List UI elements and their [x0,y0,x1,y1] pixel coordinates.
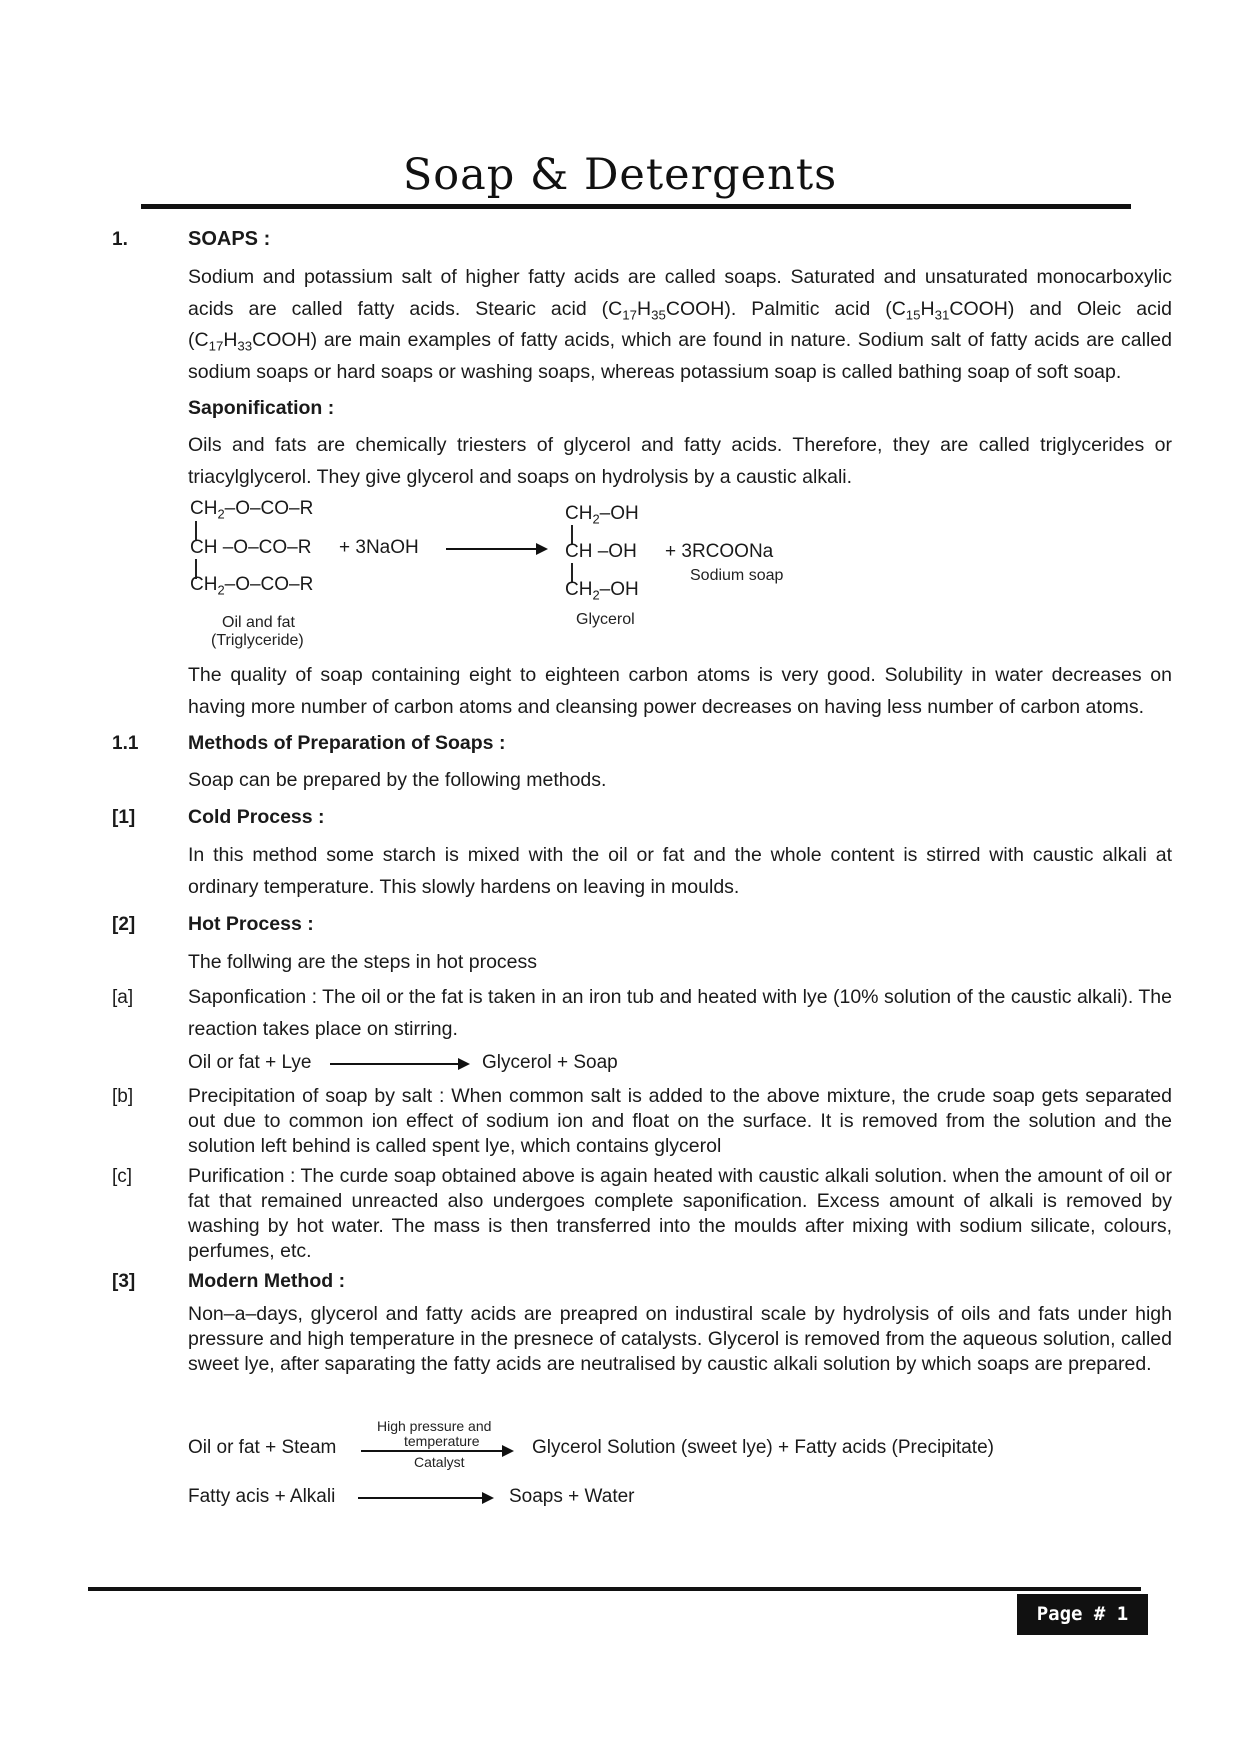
step-c-paragraph: Purification : The curde soap obtained above is again heated with caustic alkali solution. when the amount of oil or fat that remained unreacted also undergoes complete saponification. Excess amount of alkali is removed by washing by hot water. The mass is then transferred into the moulds after mixing with sodium silicate, colours, perfumes, etc. [188,1165,1172,1262]
product-line-3: $CH_2-OH$ [565,579,639,603]
footer-rule [88,1587,1141,1591]
page-title: Soap & Detergents [402,150,838,200]
soaps-intro-paragraph: Sodium and potassium salt of higher fatty acids are called soaps. Saturated and unsaturated monocarboxylic acids are called fatty acids. Stearic acid $(C_{17}H_{35}COOH)$. Palmitic acid $(C_{15}H_{31}COOH)$ and Oleic acid $(C_{17}H_{33}COOH)$ are main examples of fatty acids, which are found in nature. Sodium salt of fatty acids are called sodium soaps or hard soaps or washing soaps, whereas potassium soap is called bathing soap of soft soap. [188,266,1173,383]
product-line-1: $CH_2-OH$ [565,503,639,527]
equation-1-left: Oil or fat + Steam [188,1437,337,1458]
section-heading-methods: Methods of Preparation of Soaps : [188,732,506,754]
equation-a-left: Oil or fat + Lye [188,1052,312,1073]
section-number: 1. [112,229,128,250]
subheading-saponification: Saponification : [188,397,335,419]
step-b-paragraph: Precipitation of soap by salt : When common salt is added to the above mixture, the crude soap gets separated out due to common ion effect of sodium ion and float on the surface. It is removed from the solution and the solution left behind is called spent lye, which contains glycerol [188,1085,1172,1157]
label-oil-and-fat: Oil and fat [222,614,295,631]
page-number-badge: Page # 1 [1017,1594,1148,1635]
heading-modern-method: Modern Method : [188,1270,346,1292]
cold-process-paragraph: In this method some starch is mixed with the oil or fat and the whole content is stirred with caustic alkali at ordinary temperature. This slowly hardens on leaving in moulds. [188,844,1172,898]
section-number: 1.1 [112,733,139,754]
reaction-arrow [361,1450,512,1452]
reaction-arrow [358,1497,492,1499]
condition-pressure: High pressure and [377,1418,492,1434]
step-label: [b] [112,1086,134,1107]
item-number: [3] [112,1271,136,1292]
label-glycerol: Glycerol [576,611,635,628]
hot-process-intro: The follwing are the steps in hot process [188,951,538,973]
reaction-arrow [446,548,546,550]
reactant-line-3: $CH_2-O-CO-R$ [190,574,314,598]
heading-cold-process: Cold Process : [188,806,325,828]
methods-intro: Soap can be prepared by the following methods. [188,769,607,791]
item-number: [1] [112,807,136,828]
label-triglyceride: (Triglyceride) [211,632,304,649]
label-sodium-soap: Sodium soap [690,567,784,584]
step-label: [a] [112,987,134,1008]
title-underline [141,204,1131,209]
reactant-line-2: CH –O–CO–R [190,537,312,558]
step-label: [c] [112,1166,133,1187]
condition-catalyst: Catalyst [414,1454,465,1470]
saponification-paragraph: Oils and fats are chemically triesters of glycerol and fatty acids. Therefore, they are called triglycerides or triacylglycerol. They give glycerol and soaps on hydrolysis by a caustic alkali. [188,434,1172,488]
condition-temperature: temperature [404,1433,480,1449]
reactant-line-1: $CH_2-O-CO-R$ [190,498,314,522]
item-number: [2] [112,914,136,935]
modern-method-paragraph: Non–a–days, glycerol and fatty acids are preapred on industiral scale by hydrolysis of oils and fats under high pressure and high temperature in the presnece of catalysts. Glycerol is removed from the aqueous solution, called sweet lye, after saparating the fatty acids are neutralised by caustic alkali solution by which soaps are prepared. [188,1303,1172,1375]
equation-a-right: Glycerol + Soap [482,1052,618,1073]
reaction-arrow [330,1063,468,1065]
heading-hot-process: Hot Process : [188,913,314,935]
equation-2-left: Fatty acis + Alkali [188,1486,336,1507]
step-a-paragraph: Saponfication : The oil or the fat is taken in an iron tub and heated with lye (10% solution of the caustic alkali). The reaction takes place on stirring. [188,986,1172,1040]
section-heading-soaps: SOAPS : [188,228,271,250]
soap-quality-paragraph: The quality of soap containing eight to eighteen carbon atoms is very good. Solubility in water decreases on having more number of carbon atoms and cleansing power decreases on having less number of carbon atoms. [188,664,1172,718]
product-rcoona: + 3RCOONa [665,541,774,562]
equation-1-right: Glycerol Solution (sweet lye) + Fatty acids (Precipitate) [532,1437,994,1458]
product-line-2: CH –OH [565,541,637,562]
equation-2-right: Soaps + Water [509,1486,635,1507]
reagent-naoh: + 3NaOH [339,537,419,558]
